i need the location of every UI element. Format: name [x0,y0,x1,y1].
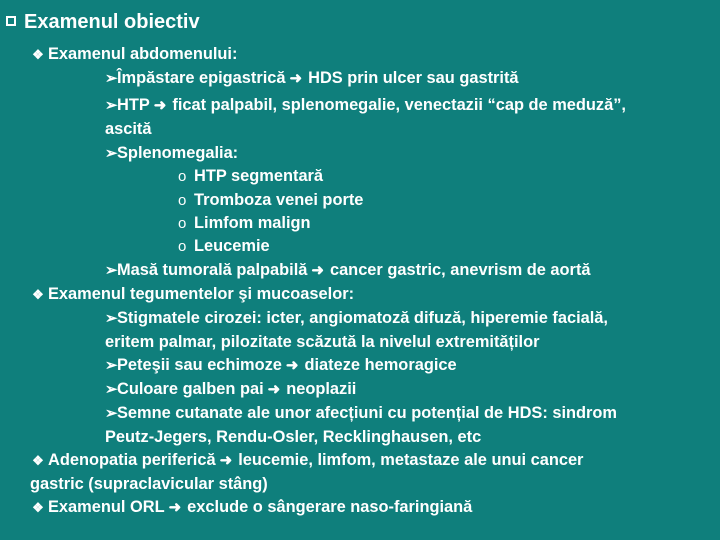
slide-title [6,8,200,36]
right-arrow-icon: ➜ [285,357,299,374]
level3-item [178,213,311,234]
item-text: HTP segmentară [194,167,324,185]
item-text: Adenopatia periferică [48,451,216,469]
level1-item [30,450,583,471]
level2-continuation [105,427,481,447]
level1-item [30,284,354,305]
chevron-right-icon: ➢ [105,145,118,162]
item-text: Peteşii sau echimoze [117,356,282,374]
item-text: Semne cutanate ale unor afecțiuni cu potențial de HDS: sindrom [117,404,618,422]
chevron-right-icon: ➢ [105,357,118,374]
item-text: Masă tumorală palpabilă [117,261,308,279]
item-text: Stigmatele cirozei: icter, angiomatoză difuză, hiperemie facială, [117,309,608,327]
item-text: Tromboza venei porte [194,191,364,209]
item-text: Culoare galben pai [117,380,264,398]
item-text: Examenul tegumentelor şi mucoaselor: [48,285,355,303]
chevron-right-icon: ➢ [105,381,118,398]
circle-o-icon: o [178,215,187,232]
level2-item [105,143,238,164]
level2-item [105,260,591,281]
item-text: cancer gastric, anevrism de aortă [329,261,591,279]
right-arrow-icon: ➜ [168,499,182,516]
level2-item [105,355,457,376]
hollow-square-icon [6,16,16,26]
level2-item [105,95,626,116]
right-arrow-icon: ➜ [153,97,167,114]
level3-item [178,190,363,211]
item-text: neoplazii [286,380,357,398]
chevron-right-icon: ➢ [105,97,118,114]
item-text: Splenomegalia: [117,144,239,162]
level2-item [105,68,519,89]
item-text: ficat palpabil, splenomegalie, venectazii “cap de meduză”, [172,96,626,114]
item-text: Examenul abdomenului: [48,45,238,63]
four-diamond-icon: ❖ [32,47,44,62]
item-text: Limfom malign [194,214,311,232]
chevron-right-icon: ➢ [105,405,118,422]
level2-continuation [105,119,151,139]
four-diamond-icon: ❖ [32,287,44,302]
right-arrow-icon: ➜ [289,70,303,87]
right-arrow-icon: ➜ [311,262,324,279]
item-text: HDS prin ulcer sau gastrită [308,69,519,87]
level2-item [105,308,608,329]
four-diamond-icon: ❖ [32,453,44,468]
item-text: HTP [117,96,150,114]
level2-continuation [105,332,540,352]
level3-item [178,236,270,257]
item-text: exclude o sângerare naso-faringiană [187,498,473,516]
level1-continuation [30,474,268,494]
item-text: Peutz-Jegers, Rendu-Osler, Recklinghausen, etc [105,428,482,446]
circle-o-icon: o [178,192,187,209]
item-text: diateze hemoragice [304,356,457,374]
item-text: Examenul ORL [48,498,165,516]
level3-item [178,166,323,187]
level2-item [105,403,617,424]
four-diamond-icon: ❖ [32,500,44,515]
circle-o-icon: o [178,168,187,185]
right-arrow-icon: ➜ [219,452,233,469]
level2-item [105,379,356,400]
title-text: Examenul obiectiv [24,11,200,33]
item-text: Leucemie [194,237,270,255]
chevron-right-icon: ➢ [105,70,118,87]
item-text: eritem palmar, pilozitate scăzută la nivelul extremităților [105,333,540,351]
item-text: Împăstare epigastrică [117,69,286,87]
level1-item [30,44,237,65]
circle-o-icon: o [178,238,187,255]
item-text: gastric (supraclavicular stâng) [30,475,268,493]
item-text: leucemie, limfom, metastaze ale unui cancer [238,451,584,469]
right-arrow-icon: ➜ [267,381,281,398]
item-text: ascită [105,120,152,138]
level1-item [30,497,472,518]
chevron-right-icon: ➢ [105,262,118,279]
chevron-right-icon: ➢ [105,310,118,327]
